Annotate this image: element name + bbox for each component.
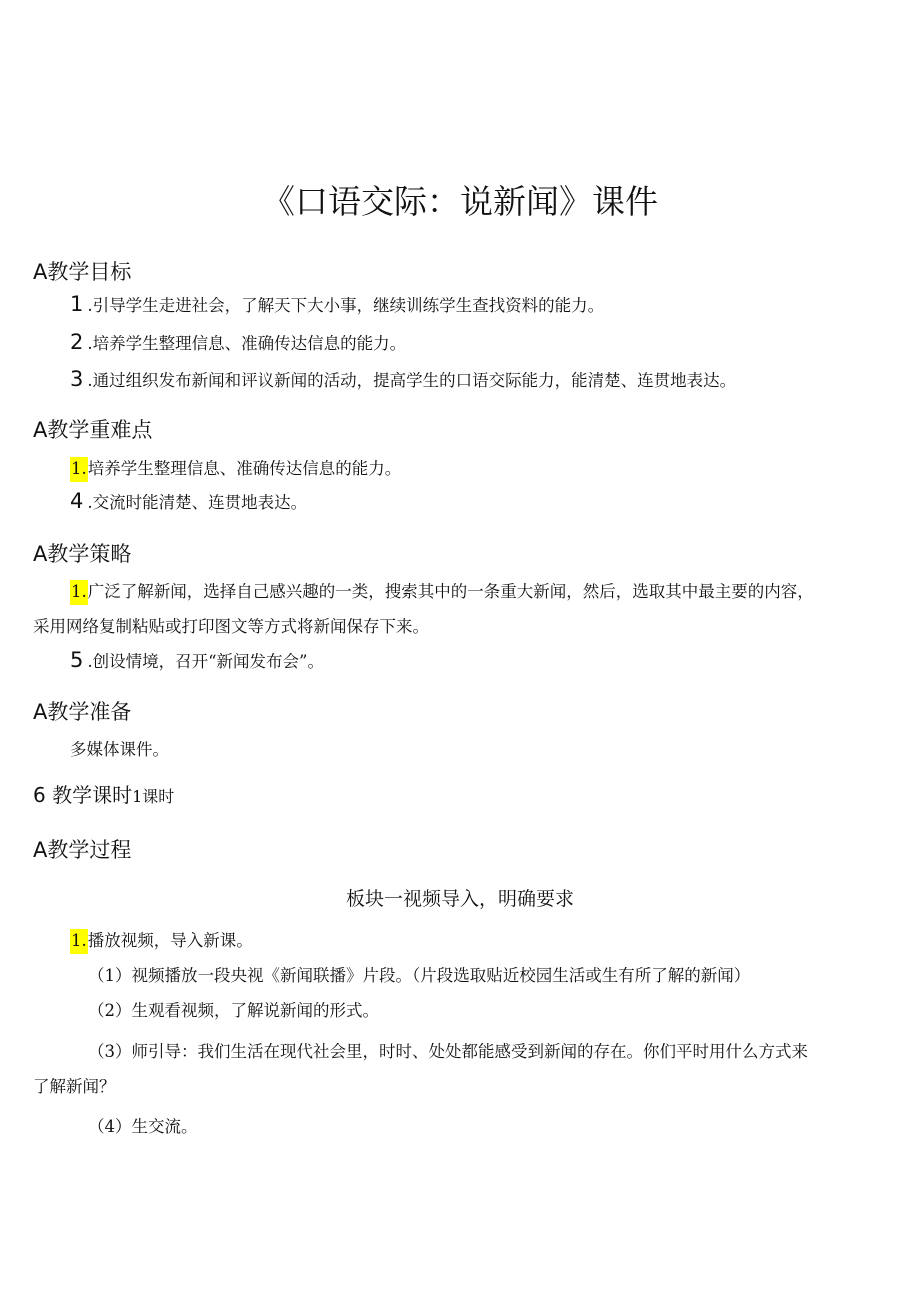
goal-item-3-text: .通过组织发布新闻和评议新闻的活动，提高学生的口语交际能力，能清楚、连贯地表达。 [87,371,737,390]
goal-item-3-num: 3 [70,367,84,391]
process-sub-3-line-2: 了解新闻？ [33,1077,116,1096]
strategy-item-2 [70,648,324,672]
process-sub-3-line-1: （3）师引导：我们生活在现代社会里，时时、处处都能感受到新闻的存在。你们平时用什么方式来 [88,1042,808,1061]
heading-preparation: A教学准备 [33,700,132,724]
key-point-item-1 [70,455,401,479]
process-sub-4: （4）生交流。 [88,1117,198,1136]
key-point-item-1-text: 培养学生整理信息、准确传达信息的能力。 [87,459,402,478]
goal-item-2-text: .培养学生整理信息、准确传达信息的能力。 [87,334,407,353]
goal-item-3 [70,367,736,391]
teaching-hours [33,779,174,808]
key-point-item-2-num: 4 [70,489,84,513]
preparation-text: 多媒体课件。 [70,740,169,759]
goal-item-2 [70,330,406,354]
goal-item-1-num: 1 [70,292,84,316]
process-sub-1: （1）视频播放一段央视《新闻联播》片段。（片段选取贴近校园生活或生有所了解的新闻） [88,966,751,985]
strategy-item-1-line-1 [70,578,814,602]
strategy-item-1-num: 1. [70,580,88,605]
key-point-item-2-text: .交流时能清楚、连贯地表达。 [87,493,308,512]
strategy-item-2-text: .创设情境，召开“新闻发布会”。 [87,652,324,671]
heading-goals: A教学目标 [33,260,132,284]
document-title: 《口语交际：说新闻》课件 [262,182,658,221]
heading-strategy: A教学策略 [33,542,132,566]
strategy-item-1-text: 广泛了解新闻，选择自己感兴趣的一类，搜索其中的一条重大新闻，然后，选取其中最主要的内容， [87,582,814,601]
heading-key-points: A教学重难点 [33,418,153,442]
key-point-item-2 [70,489,307,513]
process-sub-2: （2）生观看视频，了解说新闻的形式。 [88,1001,379,1020]
block-title: 板块一视频导入，明确要求 [345,888,574,910]
teaching-hours-value: 1课时 [132,787,175,806]
process-item-1 [70,927,253,951]
process-item-1-text: 播放视频，导入新课。 [87,931,253,950]
goal-item-1-text: .引导学生走进社会，了解天下大小事，继续训练学生查找资料的能力。 [87,296,605,315]
key-point-item-1-num: 1. [70,457,88,482]
goal-item-2-num: 2 [70,330,84,354]
strategy-item-1-line-2: 采用网络复制粘贴或打印图文等方式将新闻保存下来。 [33,617,429,636]
heading-process: A教学过程 [33,838,132,862]
goal-item-1 [70,292,604,316]
teaching-hours-label: 6 教学课时 [33,783,133,807]
strategy-item-2-num: 5 [70,648,84,672]
process-item-1-num: 1. [70,929,88,954]
